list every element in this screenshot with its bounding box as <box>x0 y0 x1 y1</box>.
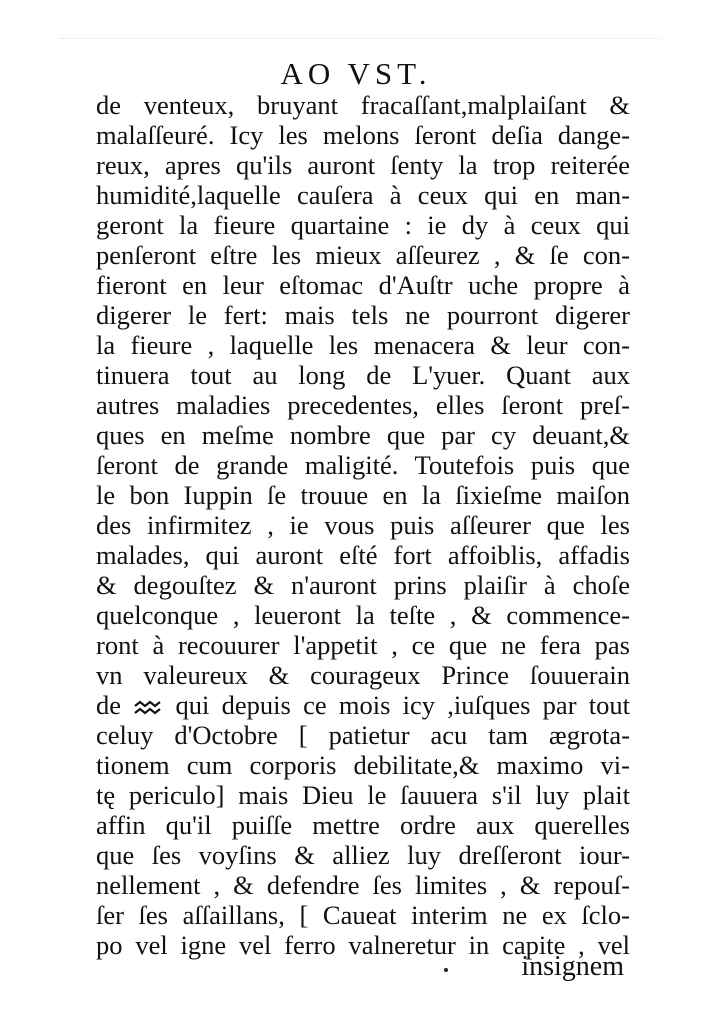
aquarius-sign-icon <box>133 700 163 716</box>
text-line: malaſſeuré. Icy les melons ſeront deſia dange- <box>96 120 630 150</box>
text-line: reux, apres qu'ils auront ſenty la trop reiterée <box>96 150 630 180</box>
text-line: tionem cum corporis debilitate,& maximo vi- <box>96 750 630 780</box>
text-line-with-sign <box>96 690 630 720</box>
text-line: & degouſtez & n'auront prins plaiſir à choſe <box>96 570 630 600</box>
text-line: po vel igne vel ferro valneretur in capite , vel <box>96 930 630 960</box>
text-fragment: qui depuis ce mois icy ,iuſques par tout <box>175 690 630 720</box>
text-line: fieront en leur eſtomac d'Auſtr uche propre à <box>96 270 630 300</box>
text-line: vn valeureux & courageux Prince ſouuerain <box>96 660 630 690</box>
text-line: autres maladies precedentes, elles ſeront preſ- <box>96 390 630 420</box>
text-line: ques en meſme nombre que par cy deuant,& <box>96 420 630 450</box>
text-line: de venteux, bruyant fracaſſant,malplaiſant & <box>96 90 630 120</box>
text-line: geront la fieure quartaine : ie dy à ceux qui <box>96 210 630 240</box>
body-text <box>96 90 630 960</box>
text-line: nellement , & defendre ſes limites , & repouſ- <box>96 870 630 900</box>
text-line: penſeront eſtre les mieux aſſeurez , & ſe con- <box>96 240 630 270</box>
ink-dot <box>444 968 448 972</box>
catchword: insignem <box>521 951 624 982</box>
text-line: tinuera tout au long de L'yuer. Quant aux <box>96 360 630 390</box>
page-edge-speckles <box>60 38 660 45</box>
text-line: quelconque , leueront la teſte , & commence- <box>96 600 630 630</box>
text-line: ront à recouurer l'appetit , ce que ne fera pas <box>96 630 630 660</box>
text-line: ſer ſes aſſaillans, [ Caueat interim ne ex ſclo- <box>96 900 630 930</box>
text-line: ſeront de grande maligité. Toutefois puis que <box>96 450 630 480</box>
text-line: des infirmitez , ie vous puis aſſeurer que les <box>96 510 630 540</box>
text-line: affin qu'il puiſſe mettre ordre aux querelles <box>96 810 630 840</box>
text-line: humidité,laquelle cauſera à ceux qui en man- <box>96 180 630 210</box>
text-line: celuy d'Octobre [ patietur acu tam ægrota- <box>96 720 630 750</box>
text-fragment: de <box>96 690 122 720</box>
text-line: digerer le fert: mais tels ne pourront digerer <box>96 300 630 330</box>
text-line: tę periculo] mais Dieu le ſauuera s'il luy plait <box>96 780 630 810</box>
running-head: AO VST. <box>280 56 432 91</box>
text-line: que ſes voyſins & alliez luy dreſſeront iour- <box>96 840 630 870</box>
text-line: le bon Iuppin ſe trouue en la ſixieſme maiſon <box>96 480 630 510</box>
text-line: la fieure , laquelle les menacera & leur con- <box>96 330 630 360</box>
text-line: malades, qui auront eſté fort affoiblis, affadis <box>96 540 630 570</box>
